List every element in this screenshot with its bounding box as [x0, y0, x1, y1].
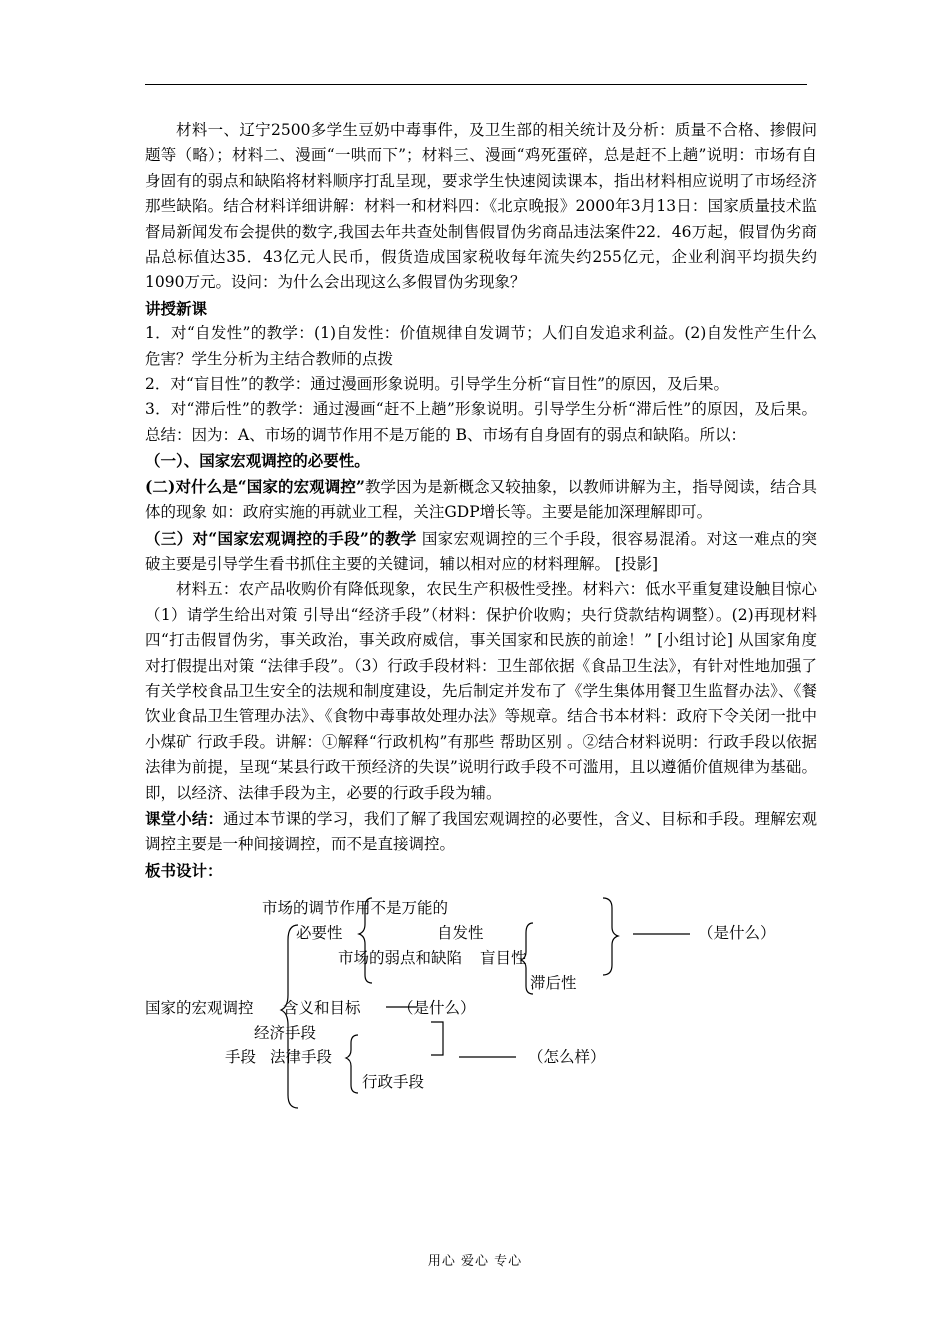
paragraph-spontaneity: 1．对“自发性”的教学：(1)自发性：价值规律自发调节；人们自发追求利益。(2)自发性产生什么危害？学生分析为主结合教师的点拨 — [145, 324, 817, 368]
label-root: 国家的宏观调控 — [145, 999, 254, 1017]
label-legal: 法律手段 — [270, 1048, 333, 1066]
paragraph-macro-control-lead: (二)对什么是“国家的宏观调控” — [145, 476, 365, 496]
label-meaning-goal: 含义和目标 — [283, 999, 361, 1017]
means-right-bracket — [431, 1022, 443, 1055]
page-footer: 用心 爱心 专心 — [427, 1254, 523, 1269]
summary-label: 课堂小结： — [145, 808, 224, 828]
means-brace — [346, 1035, 358, 1093]
right-brace — [603, 898, 618, 975]
label-means: 手段 — [225, 1048, 257, 1066]
label-weakness: 市场的弱点和缺陷 — [338, 949, 463, 967]
label-necessity: 必要性 — [296, 924, 343, 942]
summary-text: 通过本节课的学习，我们了解了我国宏观调控的必要性，含义、目标和手段。理解宏观调控主要是一种间接调控，而不是直接调控。 — [145, 809, 817, 854]
heading-board-design: 板书设计： — [145, 860, 223, 880]
label-lag: 滞后性 — [530, 974, 577, 992]
label-blindness: 盲目性 — [480, 949, 527, 967]
label-spontaneity: 自发性 — [437, 924, 484, 942]
paragraph-means-text: 国家宏观调控的三个手段，很容易混淆。对这一难点的突破主要是引导学生看书抓住主要的关键词，辅以相对应的材料理解。 [投影] — [145, 529, 817, 573]
label-administrative: 行政手段 — [362, 1073, 425, 1091]
heading-necessity: （一）、国家宏观调控的必要性。 — [145, 451, 370, 471]
paragraph-materials: 材料一、辽宁2500多学生豆奶中毒事件，及卫生部的相关统计及分析：质量不合格、掺假问题等（略）；材料二、漫画“一哄而下”；材料三、漫画“鸡死蛋碎，总是赶不上趟”说明：市场有自身固有的弱点和缺陷将材料顺序打乱呈现，要求学生快速阅读课本，指出材料相应说明了市场经济那些缺陷。结合材料详细讲解：材料一和材料四：《北京晚报》2000年3月13日：国家质量技术监督局新闻发布会提供的数字,我国去年共查处制售假冒伪劣商品违法案件22．46万起，假冒伪劣商品总标值达35．43亿元人民币，假货造成国家税收每年流失约255亿元，企业利润平均损失约1090万元。设问：为什么会出现这么多假冒伪劣现象？ — [145, 121, 817, 292]
label-economic: 经济手段 — [254, 1024, 317, 1042]
paragraph-lag: 3．对“滞后性”的教学：通过漫画“赶不上趟”形象说明。引导学生分析“滞后性”的原因，及后果。总结：因为：A、市场的调节作用不是万能的 B、市场有自身固有的弱点和缺陷。所以： — [145, 400, 817, 444]
label-what-is-2: （是什么） — [398, 999, 476, 1017]
heading-new-lesson: 讲授新课 — [145, 298, 208, 318]
paragraph-blindness: 2．对“盲目性”的教学：通过漫画形象说明。引导学生分析“盲目性”的原因，及后果。 — [145, 375, 730, 394]
label-market-not-omnipotent: 市场的调节作用不是万能的 — [262, 899, 449, 917]
paragraph-materials-five-six: 材料五：农产品收购价有降低现象，农民生产积极性受挫。材料六：低水平重复建设触目惊心（1）请学生给出对策 引导出“经济手段”（材料：保护价收购；央行贷款结构调整）。(2)再现材料四“打击假冒伪劣，事关政治，事关政府威信，事关国家和民族的前途！” [小组讨论] 从国家角度对打假提出对策 “法律手段”。（3）行政手段材料：卫生部依据《食品卫生法》，有针对性地加强了有关学校食品卫生安全的法规和制度建设，先后制定并发布了《学生集体用餐卫生监督办法》、《餐饮业食品卫生管理办法》、《食物中毒事故处理办法》等规章。结合书本材料：政府下令关闭一批中小煤矿 行政手段。讲解：①解释“行政机构”有那些 帮助区别 。②结合材料说明：行政手段以依据法律为前提，呈现“某县行政干预经济的失误”说明行政手段不可滥用，且以遵循价值规律为基础。即，以经济、法律手段为主，必要的行政手段为辅。 — [145, 580, 817, 802]
paragraph-macro-control-text: 教学因为是新概念又较抽象，以教师讲解为主，指导阅读，结合具体的现象 如：政府实施的再就业工程，关注GDP增长等。主要是能加深理解即可。 — [145, 477, 817, 522]
paragraph-means-lead: （三）对“国家宏观调控的手段”的教学 — [145, 528, 417, 548]
label-how: （怎么样） — [528, 1048, 606, 1066]
label-what-is-1: （是什么） — [698, 924, 776, 942]
